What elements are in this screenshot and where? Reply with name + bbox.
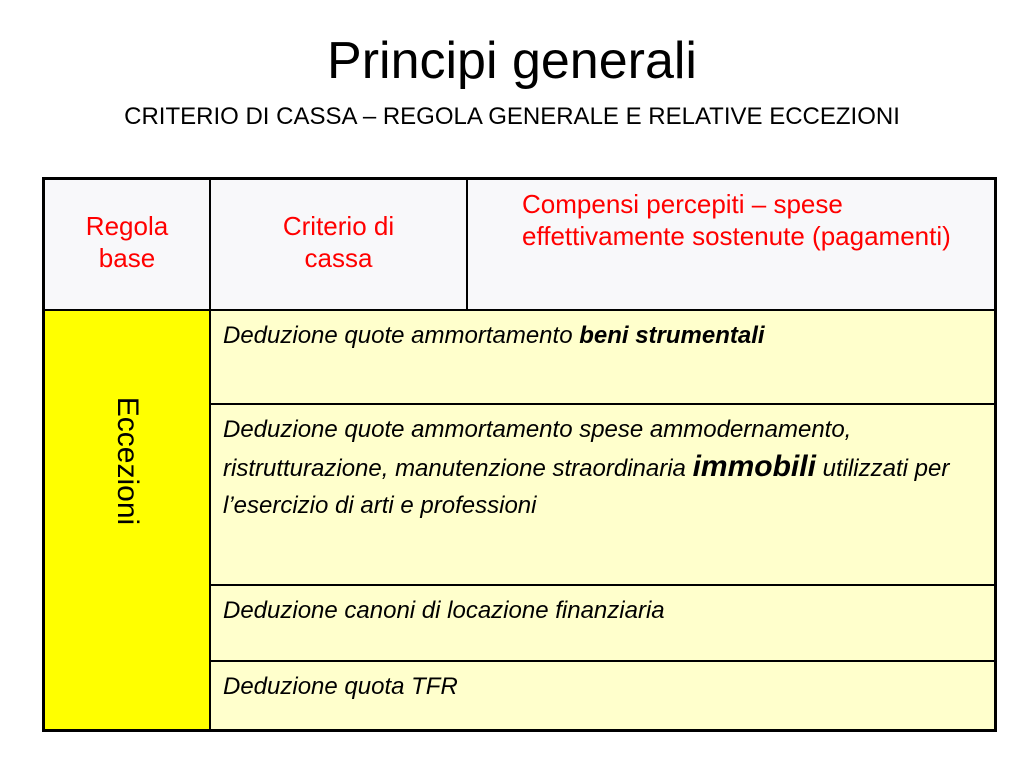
row-text: Deduzione canoni di locazione finanziaria: [223, 597, 665, 624]
row-bold-text: immobili: [692, 450, 816, 483]
exception-row-immobili: [211, 405, 994, 586]
compensi-text: Compensi percepiti – spese effettivamente sostenute (pagamenti): [522, 189, 951, 251]
exception-row-tfr: [211, 662, 994, 729]
header-cell-compensi: [468, 180, 994, 311]
slide-title: Principi generali: [327, 32, 697, 90]
exception-row-locazione-finanziaria: [211, 586, 994, 662]
row-text: Deduzione quote ammortamento: [223, 322, 580, 349]
regola-label-line2: base: [98, 242, 156, 273]
header-cell-regola-base: [45, 180, 211, 311]
row-text-suffix: utilizzati per l’esercizio di arti e professioni: [223, 455, 950, 519]
exceptions-column: [45, 311, 211, 729]
criterio-label-line2: cassa: [304, 242, 373, 273]
row-text: Deduzione quote ammortamento spese ammodernamento, ristrutturazione, manutenzione straordinaria: [223, 416, 852, 482]
cash-criterion-table: [42, 177, 997, 732]
header-cell-criterio: [211, 180, 468, 311]
exceptions-label: Eccezioni: [111, 396, 144, 526]
slide-subtitle: CRITERIO DI CASSA – REGOLA GENERALE E RELATIVE ECCEZIONI: [124, 103, 900, 130]
criterio-label-line1: Criterio di: [282, 210, 395, 241]
row-text: Deduzione quota TFR: [223, 673, 458, 700]
exception-row-beni-strumentali: [211, 311, 994, 405]
regola-label-line1: Regola: [85, 210, 169, 241]
row-bold-text: beni strumentali: [579, 322, 765, 349]
